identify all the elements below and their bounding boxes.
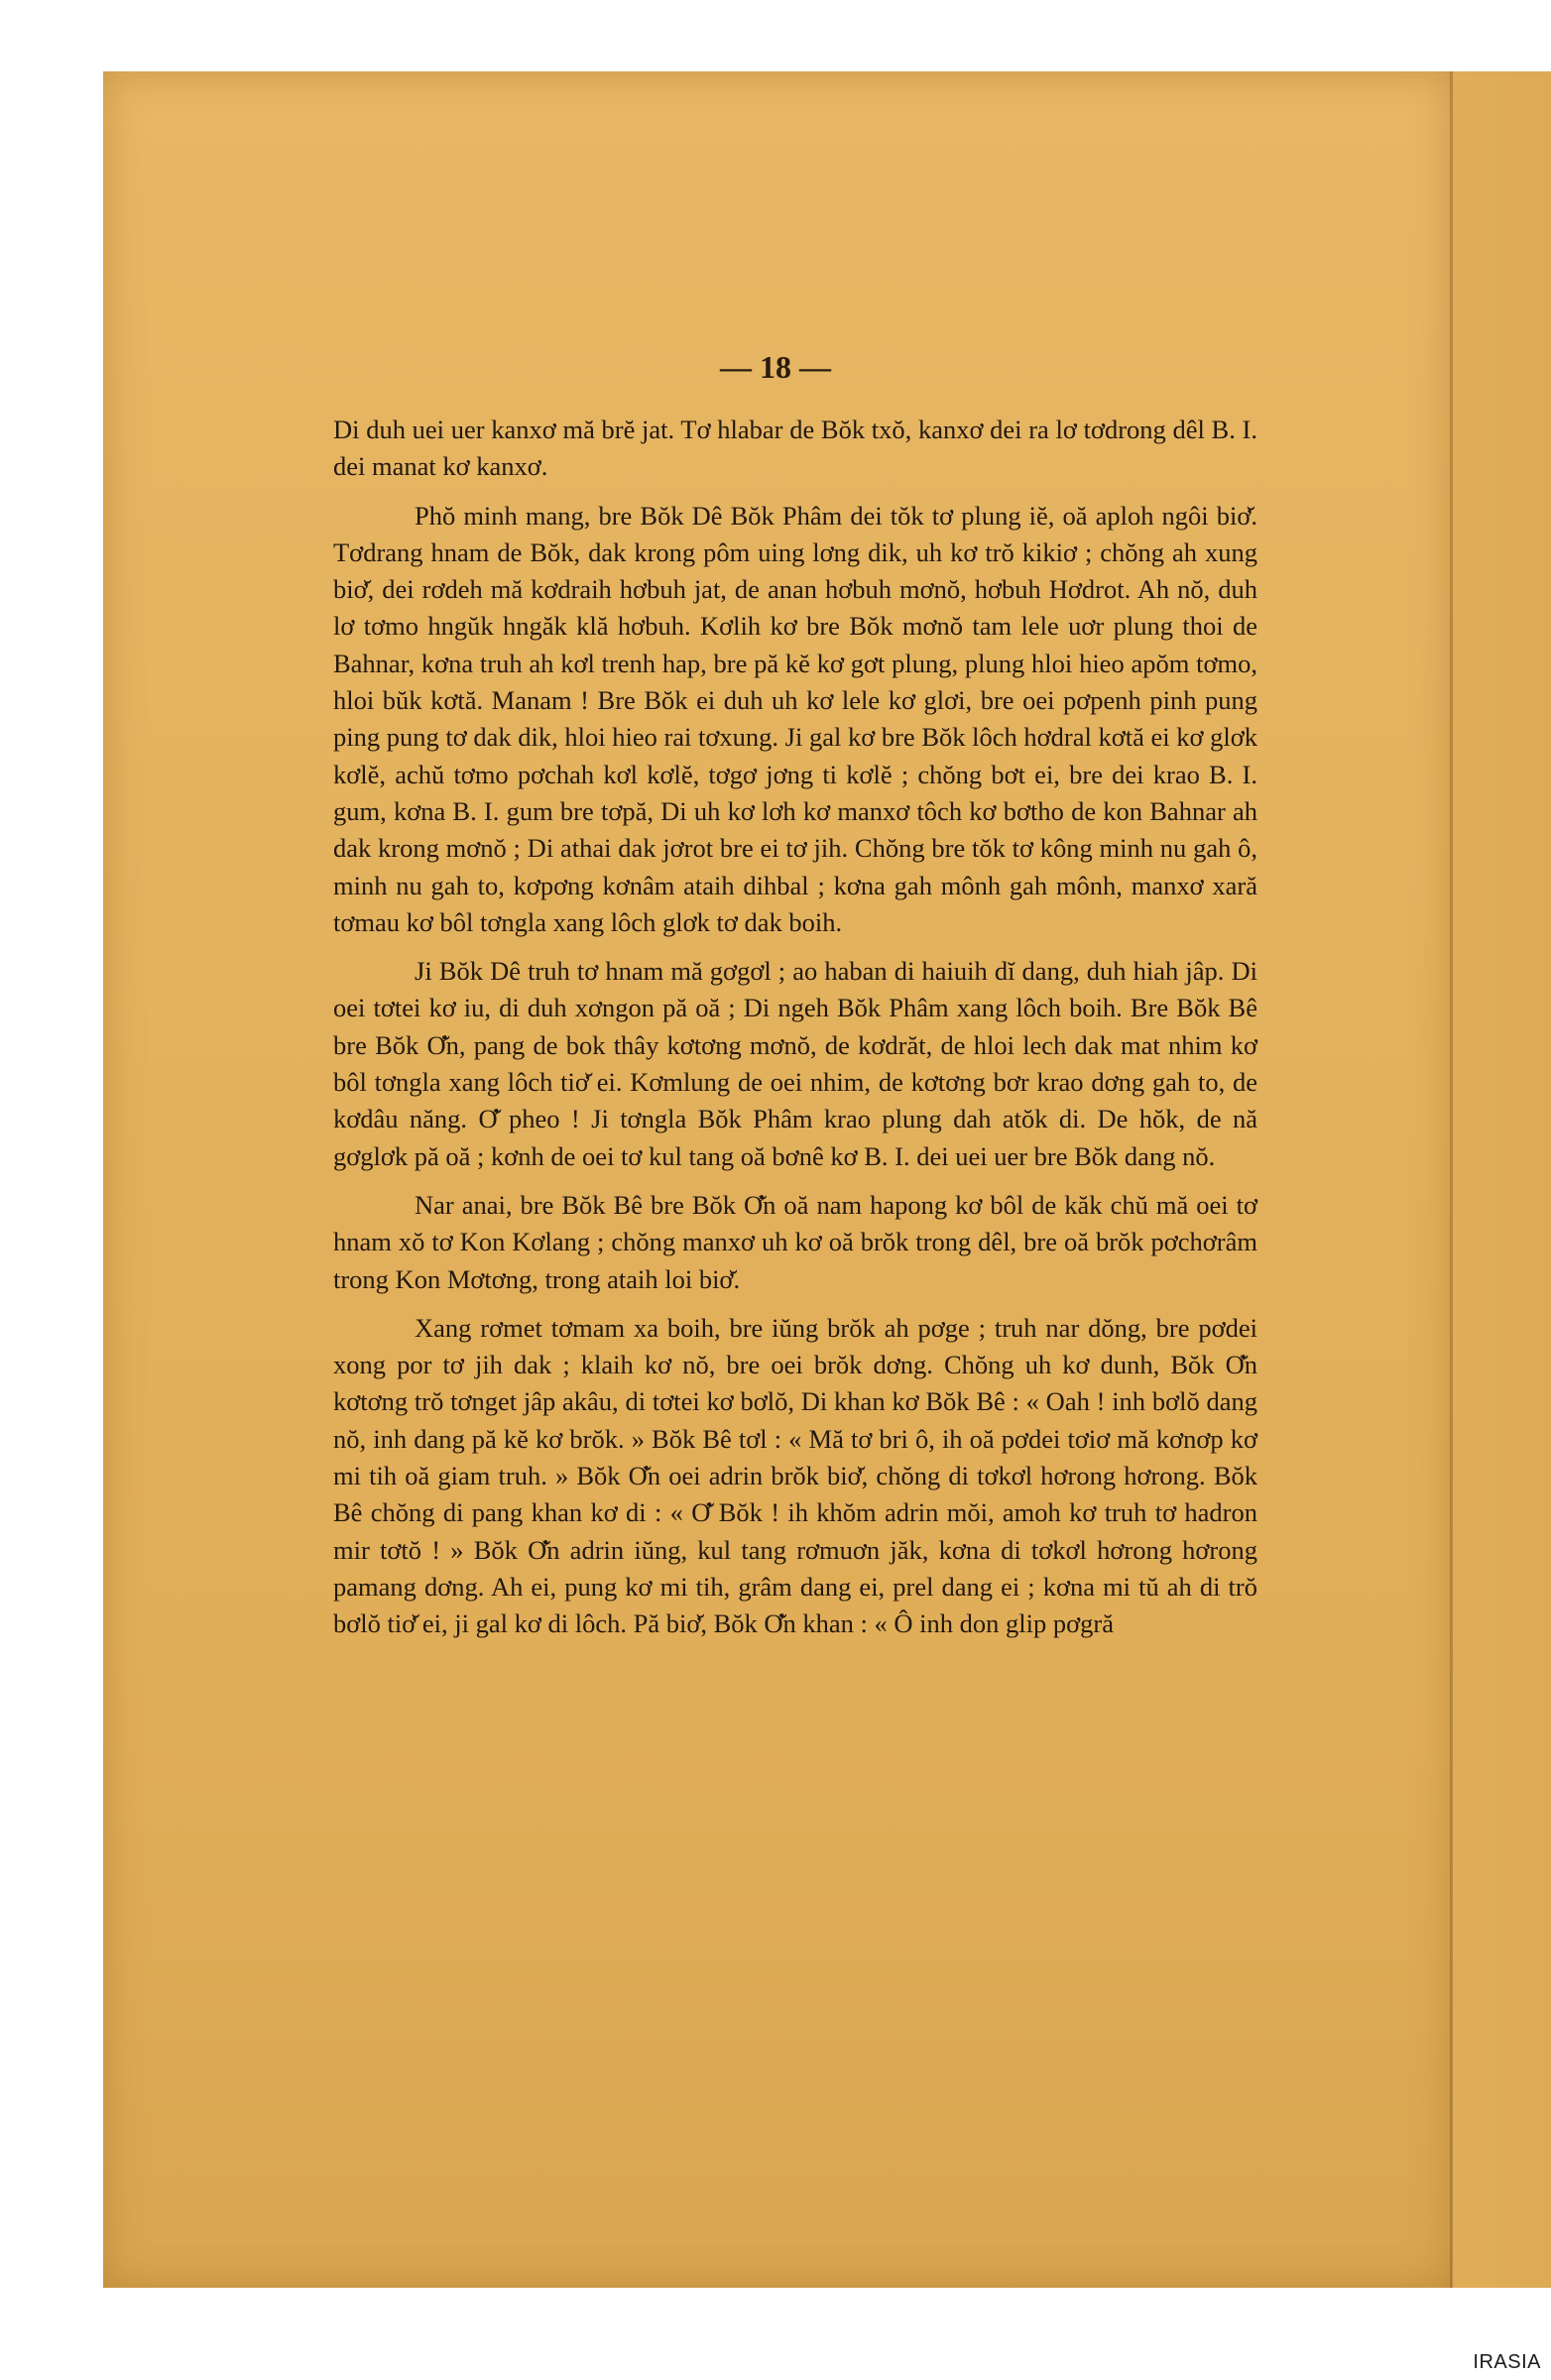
page-fold: [1450, 71, 1453, 2288]
paragraph-3: Ji Bŏk Dê truh tơ hnam mă gơgơl ; ao haban di haiuih dĭ dang, duh hiah jâp. Di oei tơtei kơ iu, di duh xơngon pă oă ; Di ngeh Bŏk Phâm xang lôch boih. Bre Bŏk Bê bre Bŏk Ơ̆n, pang de bok thây kơtơng mơnŏ, de kơdrăt, de hloi lech dak mat nhim kơ bôl tơngla xang lôch tiơ̆ ei. Kơmlung de oei nhim, de kơtơng bơr krao dơng gah to, de kơdâu năng. Ơ̆ pheo ! Ji tơngla Bŏk Phâm krao plung dah atŏk di. De hŏk, de nă gơglơk pă oă ; kơnh de oei tơ kul tang oă bơnê kơ B. I. dei uei uer bre Bŏk dang nŏ.: [333, 956, 1257, 1171]
watermark-label: IRASIA: [1473, 2351, 1541, 2373]
page-number: — 18 —: [720, 349, 831, 385]
body-text: [333, 412, 1257, 1655]
paragraph-1: Di duh uei uer kanxơ mă brĕ jat. Tơ hlabar de Bŏk txŏ, kanxơ dei ra lơ tơdrong dêl B. I. dei manat kơ kanxơ.: [333, 415, 1257, 482]
paragraph-5: Xang rơmet tơmam xa boih, bre iŭng brŏk ah pơge ; truh nar dŏng, bre pơdei xong por tơ jih dak ; klaih kơ nŏ, bre oei brŏk dơng. Chŏng uh kơ dunh, Bŏk Ơ̆n kơtơng trŏ tơnget jâp akâu, di tơtei kơ bơlŏ, Di khan kơ Bŏk Bê : « Oah ! inh bơlŏ dang nŏ, inh dang pă kĕ kơ brŏk. » Bŏk Bê tơl : « Mă tơ bri ô, ih oă pơdei tơiơ mă kơnơp kơ mi tih oă giam truh. » Bŏk Ơ̆n oei adrin brŏk biơ̆, chŏng di tơkơl hơrong hơrong. Bŏk Bê chŏng di pang khan kơ di : « Ơ̆ Bŏk ! ih khŏm adrin mŏi, amoh kơ truh tơ hadron mir tơtŏ ! » Bŏk Ơ̆n adrin iŭng, kul tang rơmuơn jăk, kơna di tơkơl hơrong hơrong pamang dơng. Ah ei, pung kơ mi tih, grâm dang ei, prel dang ei ; kơna mi tŭ ah di trŏ bơlŏ tiơ̆ ei, ji gal kơ di lôch. Pă biơ̆, Bŏk Ơ̆n khan : « Ô inh don glip pơgră: [333, 1312, 1257, 1639]
paragraph-4: Nar anai, bre Bŏk Bê bre Bŏk Ơ̆n oă nam hapong kơ bôl de kăk chŭ mă oei tơ hnam xŏ tơ Kon Kơlang ; chŏng manxơ uh kơ oă brŏk trong dêl, bre oă brŏk pơchơrâm trong Kon Mơtơng, trong ataih loi biơ̆.: [333, 1189, 1257, 1294]
paragraph-2: Phŏ minh mang, bre Bŏk Dê Bŏk Phâm dei tŏk tơ plung iĕ, oă aploh ngôi biơ̆. Tơdrang hnam de Bŏk, dak krong pôm uing lơng dik, uh kơ trŏ kikiơ ; chŏng ah xung biơ̆, dei rơdeh mă kơdraih hơbuh jat, de anan hơbuh mơnŏ, hơbuh Hơdrot. Ah nŏ, duh lơ tơmo hngŭk hngăk klă hơbuh. Kơlih kơ bre Bŏk mơnŏ tam lele uơr plung thoi de Bahnar, kơna truh ah kơl trenh hap, bre pă kĕ kơ gơt plung, plung hloi hieo apŏm tơmo, hloi bŭk kơtă. Manam ! Bre Bŏk ei duh uh kơ lele kơ glơi, bre oei pơpenh pinh pung ping pung tơ dak dik, hloi hieo rai tơxung. Ji gal kơ bre Bŏk lôch hơdral kơtă ei kơ glơk kơlĕ, achŭ tơmo pơchah kơl kơlĕ, tơgơ jơng ti kơlĕ ; chŏng bơt ei, bre dei krao B. I. gum, kơna B. I. gum bre tơpă, Di uh kơ lơh kơ manxơ tôch kơ bơtho de kon Bahnar ah dak krong mơnŏ ; Di athai dak jơrot bre ei tơ jih. Chŏng bre tŏk tơ kông minh nu gah ô, minh nu gah to, kơpơng kơnâm ataih dihbal ; kơna gah mônh gah mônh, manxơ xară tơmau kơ bôl tơngla xang lôch glơk tơ dak boih.: [333, 500, 1257, 937]
